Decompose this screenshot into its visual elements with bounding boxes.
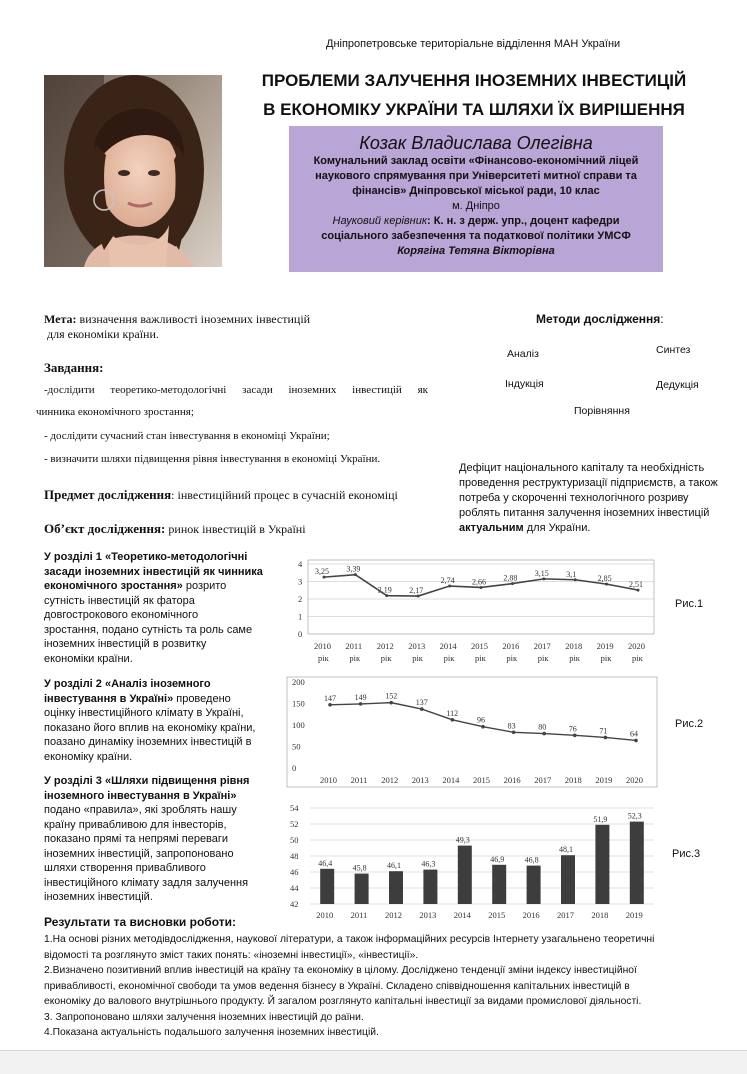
data-label: 83 bbox=[507, 721, 516, 731]
fig-2-label: Рис.2 bbox=[675, 718, 704, 730]
organization-header: Дніпропетровське територіальне відділення МАН України bbox=[326, 38, 621, 50]
y-tick-label: 52 bbox=[290, 819, 299, 829]
goal-label: Мета: bbox=[44, 312, 77, 326]
section-3-line-2: іноземного інвестування в Україні» bbox=[44, 789, 237, 802]
data-label: 48,1 bbox=[559, 845, 573, 855]
bar bbox=[527, 866, 541, 904]
y-tick-label: 3 bbox=[298, 576, 303, 587]
subject-label: Предмет дослідження bbox=[44, 487, 172, 502]
data-label: 52,3 bbox=[627, 811, 642, 821]
method-synthesis: Синтез bbox=[656, 344, 691, 356]
bar bbox=[630, 822, 644, 904]
subject-block bbox=[44, 487, 398, 503]
section-2-line-5: поазано динаміку іноземних інвестицій в bbox=[44, 736, 252, 748]
y-tick-label: 0 bbox=[292, 763, 297, 773]
x-tick-label: 2014 bbox=[453, 910, 471, 920]
section-3-line-1: У розділі 3 «Шляхи підвищення рівня bbox=[44, 775, 250, 787]
bar bbox=[561, 855, 575, 904]
x-tick-label: 2010 bbox=[320, 775, 337, 785]
section-2-line-2-tail: проведено bbox=[173, 692, 231, 705]
y-tick-label: 48 bbox=[290, 851, 299, 861]
y-tick-label: 2 bbox=[298, 594, 303, 604]
method-induction: Індукція bbox=[505, 378, 544, 390]
object-label: Об’єкт дослідження: bbox=[44, 521, 166, 536]
object-block bbox=[44, 521, 306, 537]
school-line-1: Комунальний заклад освіти «Фінансово-економічний ліцей bbox=[313, 155, 639, 167]
x-unit-label: рік bbox=[475, 653, 486, 663]
data-point bbox=[573, 734, 577, 738]
y-tick-label: 100 bbox=[292, 720, 305, 730]
section-1-line-5: довгострокового економічного bbox=[44, 609, 199, 621]
tasks-label: Завдання: bbox=[44, 360, 104, 375]
section-1-lead-2: засади іноземних інвестицій як чинника bbox=[44, 565, 263, 578]
section-2-line-3: оцінку інвестиційного клімату в Україні, bbox=[44, 707, 244, 719]
data-label: 71 bbox=[599, 726, 608, 736]
bar bbox=[458, 846, 472, 904]
goal-text-2: для економіки країни. bbox=[47, 327, 159, 341]
data-label: 46,9 bbox=[490, 854, 505, 864]
section-1-lead-1: У розділі 1 «Теоретико-методологічні bbox=[44, 551, 248, 563]
data-label: 2,17 bbox=[409, 586, 424, 596]
x-unit-label: рік bbox=[632, 653, 643, 663]
supervisor-title: : К. н. з держ. упр., доцент кафедри bbox=[427, 215, 620, 227]
section-2-line-2-bold: інвестування в Україні» bbox=[44, 692, 174, 705]
author-name: Козак Владислава Олегівна bbox=[359, 133, 593, 153]
data-point bbox=[389, 701, 393, 705]
x-tick-label: 2011 bbox=[350, 910, 368, 920]
data-label: 3,39 bbox=[346, 564, 361, 574]
supervisor-line-1 bbox=[289, 214, 663, 229]
section-1-line-7: іноземних інвестицій в розвитку bbox=[44, 638, 207, 650]
title-line-1: ПРОБЛЕМИ ЗАЛУЧЕННЯ ІНОЗЕМНИХ ІНВЕСТИЦІЙ bbox=[261, 71, 687, 90]
y-tick-label: 0 bbox=[298, 629, 303, 639]
data-point bbox=[481, 725, 485, 729]
city: м. Дніпро bbox=[452, 200, 500, 212]
method-deduction: Дедукція bbox=[656, 379, 699, 391]
goal-text: визначення важливості іноземних інвестицій bbox=[76, 312, 311, 326]
section-3-line-6: іноземних інвестицій, запропоновано bbox=[44, 847, 234, 860]
x-unit-label: рік bbox=[380, 653, 392, 663]
x-tick-label: 2018 bbox=[565, 641, 583, 651]
section-3-line-5: показано прямі та непрямі переваги bbox=[44, 833, 229, 845]
bar bbox=[595, 825, 609, 904]
relevance-line-5 bbox=[459, 521, 739, 536]
data-label: 49,3 bbox=[455, 835, 470, 845]
relevance-tail: для України. bbox=[523, 522, 591, 534]
section-1-line-8: економіки країни. bbox=[44, 652, 133, 665]
task-1-line-1: -дослідити теоретико-методологічні засади іноземних інвестицій як bbox=[44, 384, 428, 396]
portrait-image bbox=[44, 75, 222, 267]
data-label: 147 bbox=[324, 693, 336, 703]
data-point bbox=[451, 718, 455, 722]
x-unit-label: рік bbox=[569, 653, 580, 663]
x-tick-label: 2013 bbox=[419, 910, 437, 920]
school-line-3: фінансів» Дніпровської міської ради, 10 клас bbox=[352, 185, 600, 197]
author-photo bbox=[44, 75, 222, 267]
data-label: 46,3 bbox=[421, 859, 436, 869]
result-4: 4.Показана актуальність подальшого залучення іноземних інвестицій. bbox=[44, 1027, 379, 1038]
result-1-line-2: відомості та розглянуто зміст таких понять: «іноземні інвестиції», «інвестиції». bbox=[44, 949, 419, 961]
x-tick-label: 2015 bbox=[488, 910, 506, 920]
chart-fig-2 bbox=[286, 676, 658, 788]
section-3-line-3: подано «правила», які зроблять нашу bbox=[44, 804, 237, 816]
section-1-lead-3-bold: економічного зростання» bbox=[44, 580, 183, 592]
x-tick-label: 2017 bbox=[557, 910, 574, 920]
data-label: 46,1 bbox=[387, 861, 401, 871]
data-label: 2,85 bbox=[597, 574, 612, 584]
data-point bbox=[420, 707, 424, 711]
fig-3-label: Рис.3 bbox=[672, 848, 701, 860]
data-label: 45,8 bbox=[352, 863, 367, 873]
page-footer-strip bbox=[0, 1050, 747, 1074]
data-label: 2,88 bbox=[503, 573, 518, 583]
poster-title bbox=[235, 66, 713, 124]
result-3: 3. Запропоновано шляхи залучення іноземних інвестицій до раїни. bbox=[44, 1011, 364, 1023]
fig-1-label: Рис.1 bbox=[675, 598, 704, 610]
title-line-2: В ЕКОНОМІКУ УКРАЇНИ ТА ШЛЯХИ ЇХ ВИРІШЕННЯ bbox=[263, 100, 685, 119]
x-tick-label: 2010 bbox=[316, 910, 334, 920]
x-unit-label: рік bbox=[349, 653, 361, 663]
result-1-line-1: 1.На основі різних методівдослідження, наукової літератури, а також інформаційних ресурсів Інтернету узагальнено теоретичні bbox=[44, 934, 655, 945]
methods-label: Методи дослідження bbox=[536, 312, 661, 326]
methods-colon: : bbox=[660, 312, 664, 326]
x-unit-label: рік bbox=[318, 653, 329, 663]
object-text: ринок інвестицій в Україні bbox=[165, 522, 306, 536]
relevance-line-1: Дефіцит національного капіталу та необхідність bbox=[459, 462, 705, 474]
y-tick-label: 44 bbox=[290, 883, 299, 893]
data-point bbox=[604, 736, 608, 740]
x-unit-label: рік bbox=[443, 653, 455, 663]
x-unit-label: рік bbox=[412, 653, 423, 663]
method-comparison: Порівняння bbox=[574, 405, 630, 417]
x-tick-label: 2012 bbox=[381, 775, 399, 785]
task-3: - визначити шляхи підвищення рівня інвестування в економіці України. bbox=[44, 453, 381, 465]
relevance-line-4: роблять питання залучення іноземних інвестицій bbox=[459, 507, 710, 519]
task-1-line-2: чинника економічного зростання; bbox=[36, 406, 194, 418]
school-line-2: наукового спрямування при Університеті митної справи та bbox=[315, 170, 637, 182]
x-tick-label: 2013 bbox=[411, 775, 429, 785]
author-info-box bbox=[289, 126, 663, 272]
methods-heading bbox=[536, 312, 664, 326]
data-label: 2,19 bbox=[377, 585, 392, 595]
section-1-lead-3 bbox=[44, 579, 276, 594]
data-label: 2,74 bbox=[440, 576, 455, 586]
y-tick-label: 46 bbox=[290, 867, 299, 877]
relevance-text bbox=[459, 461, 739, 536]
x-tick-label: 2011 bbox=[350, 775, 368, 785]
data-label: 76 bbox=[568, 724, 577, 734]
data-label: 152 bbox=[385, 691, 398, 701]
y-tick-label: 1 bbox=[298, 611, 303, 622]
data-point bbox=[328, 703, 332, 707]
x-tick-label: 2020 bbox=[628, 641, 645, 651]
x-tick-label: 2012 bbox=[376, 641, 394, 651]
section-3-line-9: іноземних інвестицій. bbox=[44, 891, 153, 903]
x-tick-label: 2010 bbox=[314, 641, 331, 651]
section-2-line-1: У розділі 2 «Аналіз іноземного bbox=[44, 678, 211, 690]
data-label: 46,8 bbox=[524, 855, 539, 865]
supervisor-line-2: соціального забезпечення та податкової політики УМСФ bbox=[321, 230, 631, 242]
x-tick-label: 2017 bbox=[533, 641, 551, 651]
section-1-line-6: зростання, подано сутність та роль саме bbox=[44, 623, 253, 636]
x-tick-label: 2014 bbox=[442, 775, 460, 785]
x-tick-label: 2015 bbox=[471, 641, 488, 651]
x-unit-label: рік bbox=[506, 653, 518, 663]
supervisor-label: Науковий керівник bbox=[332, 215, 428, 227]
y-tick-label: 50 bbox=[290, 835, 299, 845]
y-tick-label: 54 bbox=[290, 803, 299, 813]
method-analysis: Аналіз bbox=[507, 348, 539, 360]
x-tick-label: 2019 bbox=[596, 641, 614, 651]
x-tick-label: 2020 bbox=[626, 775, 643, 785]
x-tick-label: 2016 bbox=[503, 775, 521, 785]
result-2-line-3: економіку до валового внутрішнього продукту. Й загалом розглянуто капітальні інвестиції за видами промислової діяльності. bbox=[44, 996, 642, 1007]
result-2-line-1: 2.Визначено позитивний вплив інвестицій на країну та економіку в цілому. Досліджено тенденції зміни індексу інвестиційної bbox=[44, 965, 637, 976]
relevance-bold-word: актуальним bbox=[459, 522, 524, 534]
task-2: - дослідити сучасний стан інвестування в економіці України; bbox=[44, 430, 330, 442]
y-tick-label: 150 bbox=[292, 698, 305, 709]
bar bbox=[389, 871, 403, 904]
y-tick-label: 200 bbox=[292, 677, 305, 687]
goal-block bbox=[44, 312, 310, 342]
y-tick-label: 42 bbox=[290, 899, 299, 909]
data-label: 3,25 bbox=[315, 567, 329, 577]
chart-fig-3 bbox=[286, 800, 658, 924]
x-unit-label: рік bbox=[537, 653, 549, 663]
bar bbox=[423, 870, 437, 904]
supervisor-name: Корягіна Тетяна Вікторівна bbox=[397, 245, 555, 257]
x-tick-label: 2017 bbox=[534, 775, 552, 785]
data-point bbox=[359, 702, 363, 706]
x-tick-label: 2011 bbox=[345, 641, 363, 651]
data-label: 96 bbox=[477, 715, 485, 725]
data-label: 2,66 bbox=[472, 577, 486, 587]
x-tick-label: 2012 bbox=[385, 910, 402, 920]
bar bbox=[492, 865, 506, 904]
section-1-text bbox=[44, 550, 276, 666]
relevance-line-2: проведення реструктуризації підприємств, а також bbox=[459, 477, 718, 489]
section-1-line-4: сутність інвестицій як фатора bbox=[44, 594, 195, 607]
section-3-text bbox=[44, 774, 276, 905]
section-2-text bbox=[44, 677, 276, 764]
data-point bbox=[634, 739, 638, 743]
section-2-line-2 bbox=[44, 692, 276, 707]
data-label: 46,4 bbox=[318, 858, 333, 868]
data-label: 3,1 bbox=[566, 569, 577, 579]
data-point bbox=[542, 732, 546, 736]
x-tick-label: 2016 bbox=[522, 910, 540, 920]
x-tick-label: 2019 bbox=[625, 910, 643, 920]
section-2-line-4: показано його вплив на економіку країни, bbox=[44, 721, 256, 734]
bar bbox=[355, 874, 369, 904]
chart-fig-1 bbox=[286, 556, 658, 666]
x-unit-label: рік bbox=[600, 653, 612, 663]
y-tick-label: 4 bbox=[298, 559, 303, 569]
x-tick-label: 2018 bbox=[564, 775, 582, 785]
x-tick-label: 2014 bbox=[439, 641, 457, 651]
data-label: 3,15 bbox=[534, 568, 549, 578]
x-tick-label: 2018 bbox=[591, 910, 609, 920]
section-3-line-4: країну привабливою для інвесторів, bbox=[44, 818, 227, 831]
data-label: 51,9 bbox=[593, 814, 608, 824]
data-point bbox=[512, 731, 516, 735]
section-3-line-8: інвестиційного клімату задля залучення bbox=[44, 876, 249, 889]
x-tick-label: 2015 bbox=[473, 775, 490, 785]
data-label: 80 bbox=[538, 722, 547, 732]
results-label: Результати та висновки роботи: bbox=[44, 915, 236, 929]
x-tick-label: 2016 bbox=[502, 641, 520, 651]
data-label: 64 bbox=[630, 729, 638, 739]
result-2-line-2: привабливості, економічної свободи та умов ведення бізнесу в Україні. Складено співвідношення капітальних інвестицій в bbox=[44, 980, 630, 992]
section-3-line-7: шляхи створення привабливого bbox=[44, 862, 206, 874]
x-tick-label: 2013 bbox=[408, 641, 426, 651]
subject-text: : інвестиційний процес в сучасній економіці bbox=[171, 488, 398, 502]
y-tick-label: 50 bbox=[292, 741, 301, 752]
results-text bbox=[44, 932, 734, 1041]
bar bbox=[320, 869, 334, 904]
section-1-lead-3-tail: розрито bbox=[182, 580, 227, 592]
relevance-line-3: потреба у скороченні технологічного розриву bbox=[459, 492, 689, 504]
data-label: 112 bbox=[446, 708, 459, 718]
data-label: 149 bbox=[354, 692, 367, 702]
x-tick-label: 2019 bbox=[595, 775, 613, 785]
data-label: 137 bbox=[415, 698, 428, 708]
section-2-line-6: економіку країни. bbox=[44, 750, 133, 763]
data-label: 2,51 bbox=[629, 580, 643, 590]
